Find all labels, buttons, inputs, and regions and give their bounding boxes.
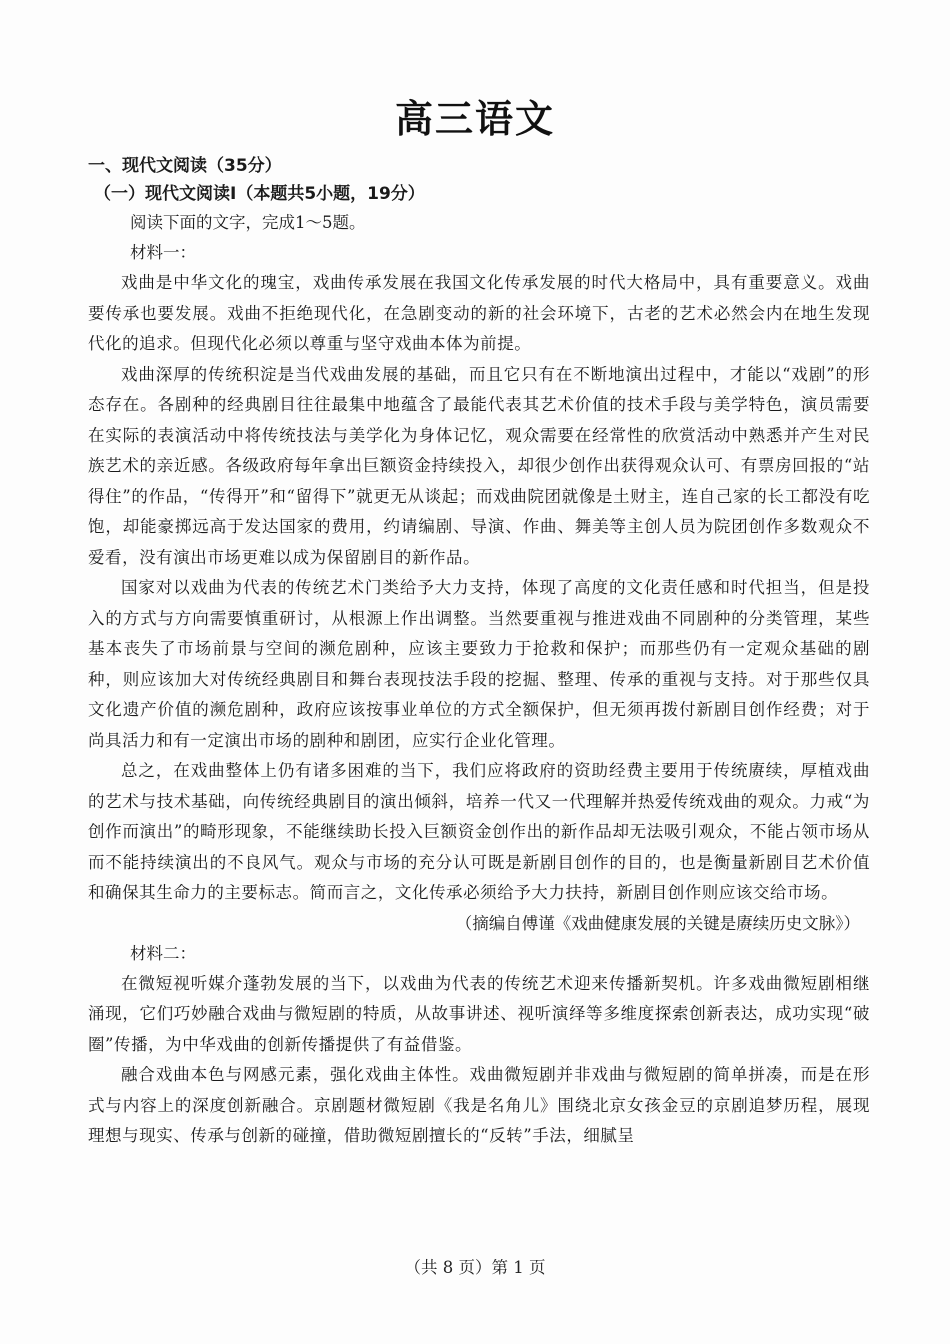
document-body (88, 152, 870, 1152)
page-footer: （共 8 页）第 1 页 (404, 1258, 546, 1277)
subsection-heading: （一）现代文阅读Ⅰ（本题共5小题，19分） (94, 184, 425, 204)
section-heading: 一、现代文阅读（35分） (88, 156, 282, 176)
material-two-paragraph-2: 融合戏曲本色与网感元素，强化戏曲主体性。戏曲微短剧并非戏曲与微短剧的简单拼凑，而是在形式与内容上的深度创新融合。京剧题材微短剧《我是名角儿》围绕北京女孩金豆的京剧追梦历程，展现理想与现实、传承与创新的碰撞，借助微短剧擅长的“反转”手法，细腻呈 (88, 1065, 870, 1145)
material-two-label: 材料二： (130, 943, 196, 963)
material-one-paragraph-2: 戏曲深厚的传统积淀是当代戏曲发展的基础，而且它只有在不断地演出过程中，才能以“戏剧”的形态存在。各剧种的经典剧目往往最集中地蕴含了最能代表其艺术价值的技术手段与美学特色，演员需要在实际的表演活动中将传统技法与美学化为身体记忆，观众需要在经常性的欣赏活动中熟悉并产生对民族艺术的亲近感。各级政府每年拿出巨额资金持续投入，却很少创作出获得观众认可、有票房回报的“站得住”的作品，“传得开”和“留得下”就更无从谈起；而戏曲院团就像是土财主，连自己家的长工都没有吃饱，却能豪掷远高于发达国家的费用，约请编剧、导演、作曲、舞美等主创人员为院团创作多数观众不爱看，没有演出市场更难以成为保留剧目的新作品。 (88, 364, 870, 567)
material-one-paragraph-3: 国家对以戏曲为代表的传统艺术门类给予大力支持，体现了高度的文化责任感和时代担当，但是投入的方式与方向需要慎重研讨，从根源上作出调整。当然要重视与推进戏曲不同剧种的分类管理，某些基本丧失了市场前景与空间的濒危剧种，应该主要致力于抢救和保护；而那些仍有一定观众基础的剧种，则应该加大对传统经典剧目和舞台表现技法手段的挖掘、整理、传承的重视与支持。对于那些仅具文化遗产价值的濒危剧种，政府应该按事业单位的方式全额保护，但无须再拨付新剧目创作经费；对于尚具活力和有一定演出市场的剧种和剧团，应实行企业化管理。 (88, 578, 870, 750)
material-one-paragraph-4: 总之，在戏曲整体上仍有诸多困难的当下，我们应将政府的资助经费主要用于传统赓续，厚植戏曲的艺术与技术基础，向传统经典剧目的演出倾斜，培养一代又一代理解并热爱传统戏曲的观众。力戒“为创作而演出”的畸形现象，不能继续助长投入巨额资金创作出的新作品却无法吸引观众，不能占领市场从而不能持续演出的不良风气。观众与市场的充分认可既是新剧目创作的目的，也是衡量新剧目艺术价值和确保其生命力的主要标志。简而言之，文化传承必须给予大力扶持，新剧目创作则应该交给市场。 (88, 761, 870, 902)
material-one-source: （摘编自傅谨《戏曲健康发展的关键是赓续历史文脉》） (455, 913, 860, 933)
material-one-paragraph-1: 戏曲是中华文化的瑰宝，戏曲传承发展在我国文化传承发展的时代大格局中，具有重要意义。戏曲要传承也要发展。戏曲不拒绝现代化，在急剧变动的新的社会环境下，古老的艺术必然会内在地生发现代化的追求。但现代化必须以尊重与坚守戏曲本体为前提。 (88, 273, 870, 353)
page-title: 高三语文 (394, 97, 555, 141)
material-two-paragraph-1: 在微短视听媒介蓬勃发展的当下，以戏曲为代表的传统艺术迎来传播新契机。许多戏曲微短剧相继涌现，它们巧妙融合戏曲与微短剧的特质，从故事讲述、视听演绎等多维度探索创新表达，成功实现“破圈”传播，为中华戏曲的创新传播提供了有益借鉴。 (88, 973, 870, 1054)
reading-instruction: 阅读下面的文字，完成1～5题。 (130, 213, 366, 232)
material-one-label: 材料一： (130, 243, 196, 262)
